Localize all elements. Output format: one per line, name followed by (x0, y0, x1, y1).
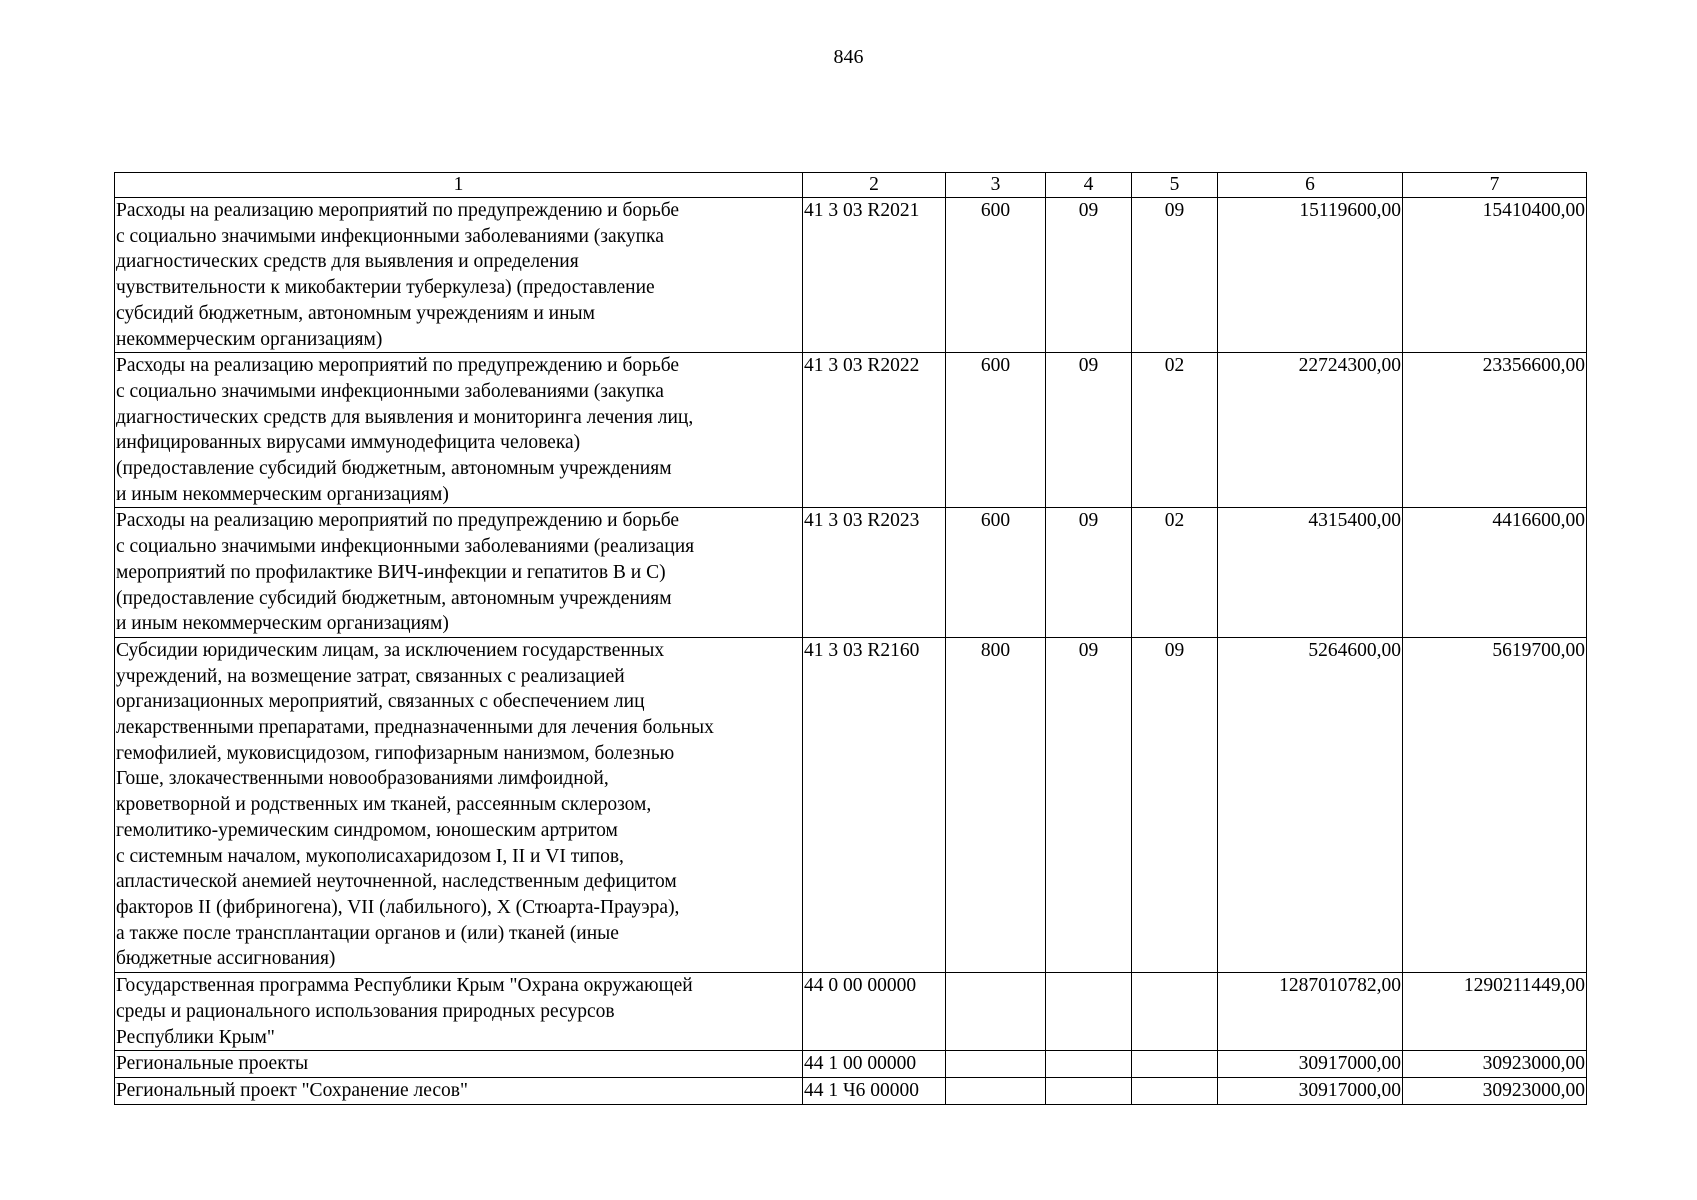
target-code: 44 0 00 00000 (803, 973, 946, 1051)
amount-col6: 1287010782,00 (1218, 973, 1403, 1051)
section: 09 (1046, 198, 1132, 353)
table-row (115, 198, 1587, 353)
column-header: 5 (1132, 173, 1218, 198)
amount-col7: 15410400,00 (1403, 198, 1587, 353)
table-row (115, 508, 1587, 638)
section: 09 (1046, 637, 1132, 972)
column-header: 3 (946, 173, 1046, 198)
expense-type: 800 (946, 637, 1046, 972)
subsection (1132, 973, 1218, 1051)
amount-col6: 30917000,00 (1218, 1077, 1403, 1104)
section (1046, 1051, 1132, 1078)
expense-type (946, 1077, 1046, 1104)
section (1046, 973, 1132, 1051)
row-description: Расходы на реализацию мероприятий по предупреждению и борьбе с социально значимыми инфекционными заболеваниями (закупка диагностических средств для выявления и мониторинга лечения лиц, инфицированных вирусами иммунодефицита человека) (предоставление субсидий бюджетным, автономным учреждениям и иным некоммерческим организациям) (115, 353, 803, 508)
column-header: 2 (803, 173, 946, 198)
table-row (115, 637, 1587, 972)
column-header: 1 (115, 173, 803, 198)
column-header: 4 (1046, 173, 1132, 198)
target-code: 41 3 03 R2023 (803, 508, 946, 638)
row-description: Государственная программа Республики Крым "Охрана окружающей среды и рационального использования природных ресурсов Республики Крым" (115, 973, 803, 1051)
column-number-row (115, 173, 1587, 198)
section: 09 (1046, 353, 1132, 508)
amount-col6: 15119600,00 (1218, 198, 1403, 353)
amount-col6: 30917000,00 (1218, 1051, 1403, 1078)
amount-col7: 23356600,00 (1403, 353, 1587, 508)
amount-col7: 5619700,00 (1403, 637, 1587, 972)
expense-type: 600 (946, 198, 1046, 353)
section: 09 (1046, 508, 1132, 638)
amount-col6: 22724300,00 (1218, 353, 1403, 508)
subsection: 02 (1132, 508, 1218, 638)
column-header: 7 (1403, 173, 1587, 198)
table-row (115, 353, 1587, 508)
amount-col7: 4416600,00 (1403, 508, 1587, 638)
budget-table (114, 172, 1587, 1105)
amount-col7: 30923000,00 (1403, 1077, 1587, 1104)
expense-type: 600 (946, 508, 1046, 638)
expense-type (946, 973, 1046, 1051)
subsection: 09 (1132, 637, 1218, 972)
section (1046, 1077, 1132, 1104)
table-row (115, 1051, 1587, 1078)
row-description: Расходы на реализацию мероприятий по предупреждению и борьбе с социально значимыми инфекционными заболеваниями (закупка диагностических средств для выявления и определения чувствительности к микобактерии туберкулеза) (предоставление субсидий бюджетным, автономным учреждениям и иным некоммерческим организациям) (115, 198, 803, 353)
subsection (1132, 1077, 1218, 1104)
target-code: 41 3 03 R2021 (803, 198, 946, 353)
row-description: Субсидии юридическим лицам, за исключением государственных учреждений, на возмещение затрат, связанных с реализацией организационных мероприятий, связанных с обеспечением лиц лекарственными препаратами, предназначенными для лечения больных гемофилией, муковисцидозом, гипофизарным нанизмом, болезнью Гоше, злокачественными новообразованиями лимфоидной, кроветворной и родственных им тканей, рассеянным склерозом, гемолитико-уремическим синдромом, юношеским артритом с системным началом, мукополисахаридозом I, II и VI типов, апластической анемией неуточненной, наследственным дефицитом факторов II (фибриногена), VII (лабильного), X (Стюарта-Прауэра), а также после трансплантации органов и (или) тканей (иные бюджетные ассигнования) (115, 637, 803, 972)
subsection: 09 (1132, 198, 1218, 353)
target-code: 41 3 03 R2022 (803, 353, 946, 508)
target-code: 41 3 03 R2160 (803, 637, 946, 972)
page-number: 846 (833, 46, 864, 68)
table-row (115, 1077, 1587, 1104)
expense-type (946, 1051, 1046, 1078)
column-header: 6 (1218, 173, 1403, 198)
target-code: 44 1 Ч6 00000 (803, 1077, 946, 1104)
row-description: Расходы на реализацию мероприятий по предупреждению и борьбе с социально значимыми инфекционными заболеваниями (реализация мероприятий по профилактике ВИЧ-инфекции и гепатитов B и C) (предоставление субсидий бюджетным, автономным учреждениям и иным некоммерческим организациям) (115, 508, 803, 638)
table-row (115, 973, 1587, 1051)
subsection (1132, 1051, 1218, 1078)
amount-col6: 5264600,00 (1218, 637, 1403, 972)
row-description: Региональные проекты (115, 1051, 803, 1078)
subsection: 02 (1132, 353, 1218, 508)
target-code: 44 1 00 00000 (803, 1051, 946, 1078)
amount-col7: 1290211449,00 (1403, 973, 1587, 1051)
amount-col7: 30923000,00 (1403, 1051, 1587, 1078)
expense-type: 600 (946, 353, 1046, 508)
amount-col6: 4315400,00 (1218, 508, 1403, 638)
row-description: Региональный проект "Сохранение лесов" (115, 1077, 803, 1104)
